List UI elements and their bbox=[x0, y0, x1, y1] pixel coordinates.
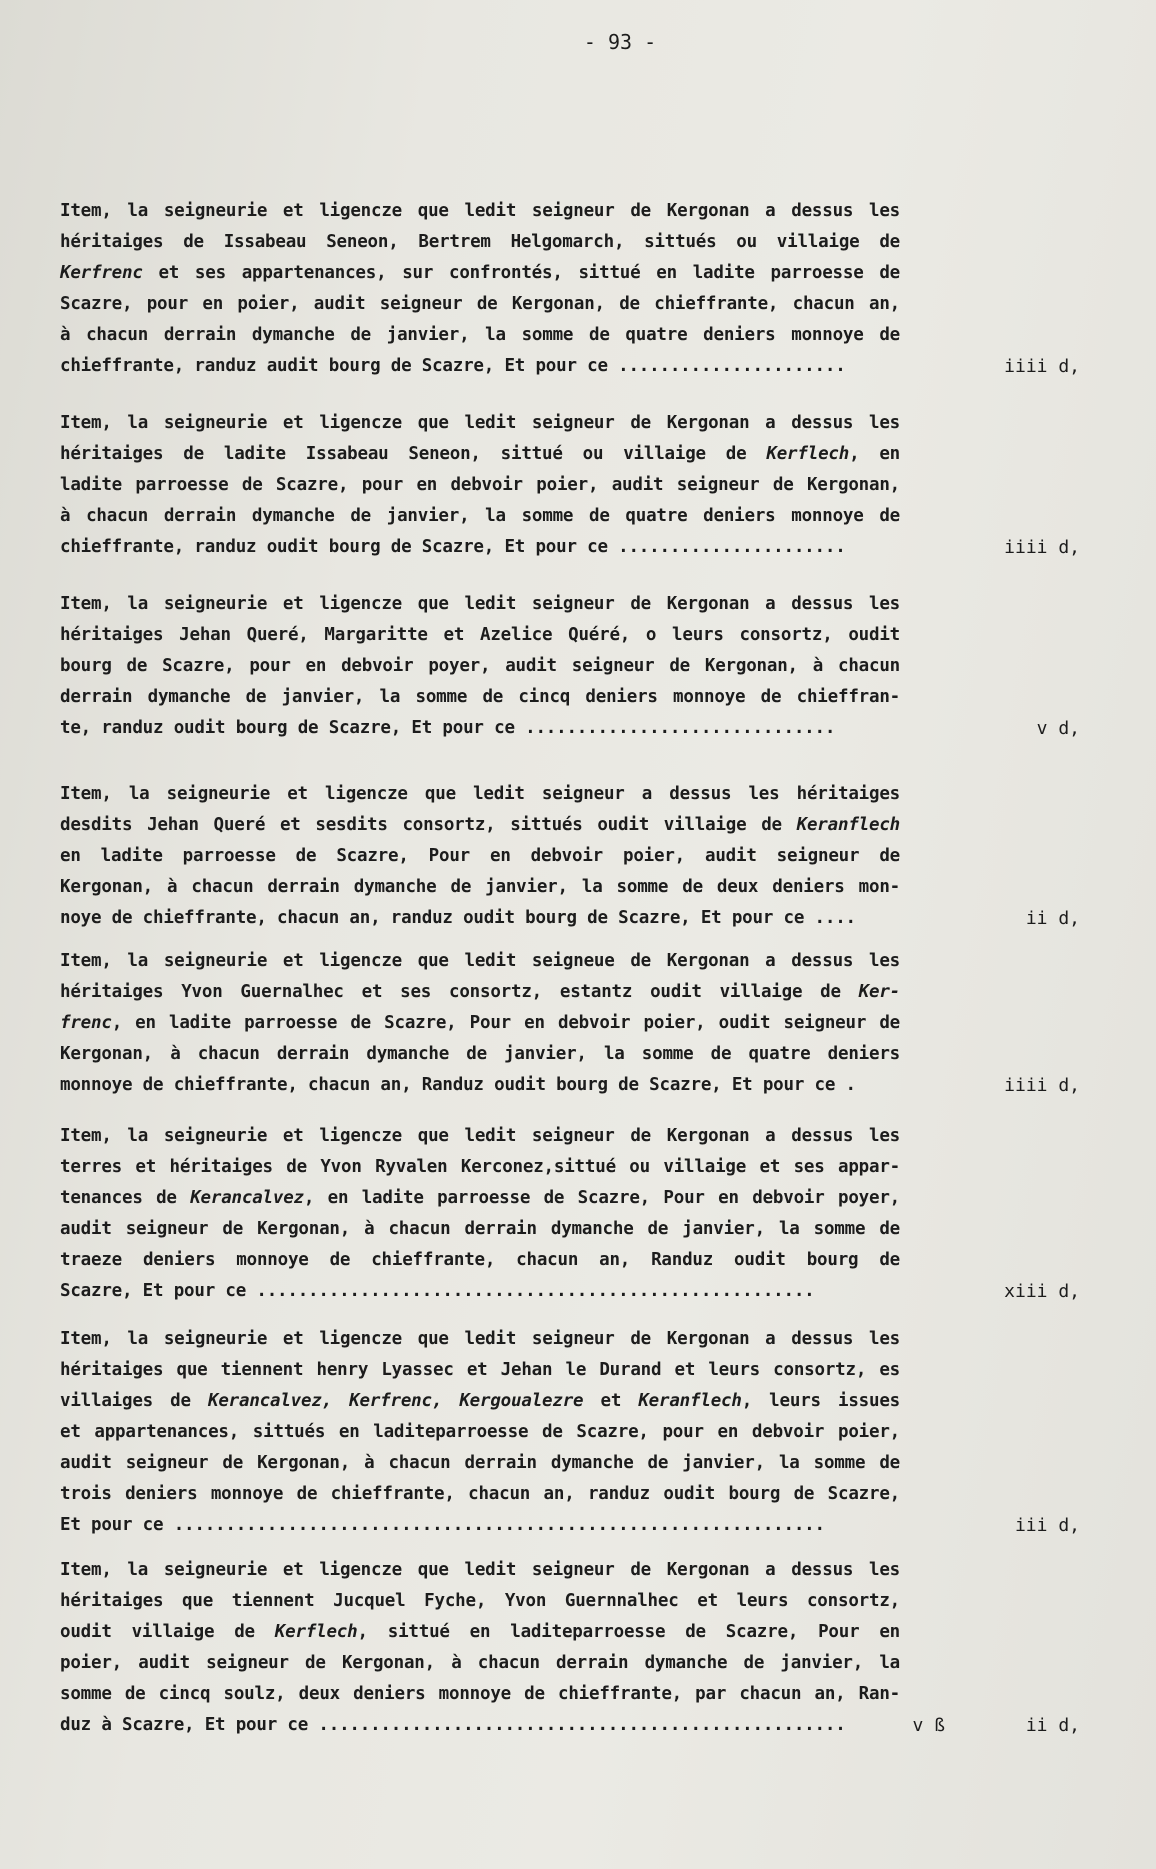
place-name: Kergoualezre bbox=[459, 1391, 584, 1411]
text-line bbox=[60, 227, 900, 258]
text-line bbox=[60, 620, 900, 651]
text-line bbox=[60, 501, 900, 532]
text-segment: monnoye de chieffrante, chacun an, Randuz oudit bourg de Scazre, Et pour ce . bbox=[60, 1075, 856, 1095]
amount-deniers: iiii d, bbox=[1004, 537, 1080, 558]
text-segment: poier, audit seigneur de Kergonan, à chacun derrain dymanche de janvier, la bbox=[60, 1653, 900, 1673]
amount-deniers: ii d, bbox=[1025, 1715, 1080, 1736]
text-line bbox=[60, 1152, 900, 1183]
text-segment: Item, la seigneurie et ligencze que ledit seigneur de Kergonan a dessus les bbox=[60, 201, 900, 221]
text-segment: Scazre, pour en poier, audit seigneur de Kergonan, de chieffrante, chacun an, bbox=[60, 294, 900, 314]
text-line bbox=[60, 779, 900, 810]
entry-paragraph bbox=[60, 1121, 1120, 1307]
text-segment: , en bbox=[849, 444, 901, 464]
text-segment: héritaiges que tiennent Jucquel Fyche, Yvon Guernnalhec et leurs consortz, bbox=[60, 1591, 900, 1611]
text-line bbox=[60, 1070, 900, 1101]
text-line bbox=[60, 1555, 900, 1586]
text-segment: chieffrante, randuz audit bourg de Scazre, Et pour ce ...................... bbox=[60, 356, 846, 376]
text-segment: villaiges de bbox=[60, 1391, 208, 1411]
text-segment: , sittué en laditeparroesse de Scazre, Pour en bbox=[357, 1622, 901, 1642]
place-name: Ker- bbox=[858, 982, 900, 1002]
place-name: Kerflech bbox=[274, 1622, 358, 1642]
text-line bbox=[60, 841, 900, 872]
amount-deniers: iiii d, bbox=[1004, 1075, 1080, 1096]
text-segment: audit seigneur de Kergonan, à chacun derrain dymanche de janvier, la somme de bbox=[60, 1453, 900, 1473]
text-segment: Item, la seigneurie et ligencze que ledit seigneur de Kergonan a dessus les bbox=[60, 1560, 900, 1580]
text-line bbox=[60, 1121, 900, 1152]
text-line bbox=[60, 810, 900, 841]
text-line bbox=[60, 532, 900, 563]
text-segment: Et pour ce ............................................................... bbox=[60, 1515, 825, 1535]
place-name: Kerancalvez bbox=[190, 1188, 304, 1208]
text-segment: Item, la seigneurie et ligencze que ledit seigneur a dessus les héritaiges bbox=[60, 784, 900, 804]
place-name: Keranflech bbox=[796, 815, 900, 835]
text-line bbox=[60, 1479, 900, 1510]
text-segment: Item, la seigneurie et ligencze que ledit seigneur de Kergonan a dessus les bbox=[60, 594, 900, 614]
text-segment: Kergonan, à chacun derrain dymanche de janvier, la somme de quatre deniers bbox=[60, 1044, 900, 1064]
text-segment: bourg de Scazre, pour en debvoir poyer, audit seigneur de Kergonan, à chacun bbox=[60, 656, 900, 676]
text-line bbox=[60, 1039, 900, 1070]
text-segment: Item, la seigneurie et ligencze que ledit seigneur de Kergonan a dessus les bbox=[60, 1329, 900, 1349]
text-line bbox=[60, 289, 900, 320]
text-line bbox=[60, 1417, 900, 1448]
entry-paragraph bbox=[60, 779, 1120, 934]
text-segment: , en ladite parroesse de Scazre, Pour en debvoir poyer, bbox=[303, 1188, 901, 1208]
text-segment: somme de cincq soulz, deux deniers monnoye de chieffrante, par chacun an, Ran- bbox=[60, 1684, 900, 1704]
text-line bbox=[60, 470, 900, 501]
text-segment: Kergonan, à chacun derrain dymanche de janvier, la somme de deux deniers mon- bbox=[60, 877, 900, 897]
place-name: Keranflech bbox=[638, 1391, 742, 1411]
amount-deniers: iiii d, bbox=[1004, 356, 1080, 377]
text-segment: desdits Jehan Queré et sesdits consortz, sittués oudit villaige de bbox=[60, 815, 797, 835]
text-segment: , en ladite parroesse de Scazre, Pour en debvoir poier, oudit seigneur de bbox=[111, 1013, 900, 1033]
text-segment: traeze deniers monnoye de chieffrante, chacun an, Randuz oudit bourg de bbox=[60, 1250, 900, 1270]
text-line bbox=[60, 1710, 900, 1741]
text-line bbox=[60, 1617, 900, 1648]
text-segment: et ses appartenances, sur confrontés, sittué en ladite parroesse de bbox=[142, 263, 900, 283]
text-line bbox=[60, 1510, 900, 1541]
text-segment: à chacun derrain dymanche de janvier, la somme de quatre deniers monnoye de bbox=[60, 325, 900, 345]
entry-paragraph bbox=[60, 408, 1120, 563]
text-segment: tenances de bbox=[60, 1188, 191, 1208]
text-line bbox=[60, 1355, 900, 1386]
text-segment: , leurs issues bbox=[741, 1391, 901, 1411]
text-line bbox=[60, 1183, 900, 1214]
entry-paragraph bbox=[60, 1324, 1120, 1541]
amount-deniers: iii d, bbox=[1014, 1515, 1080, 1536]
text-segment: noye de chieffrante, chacun an, randuz oudit bourg de Scazre, Et pour ce .... bbox=[60, 908, 856, 928]
text-segment: et bbox=[583, 1391, 639, 1411]
text-segment: Item, la seigneurie et ligencze que ledit seigneur de Kergonan a dessus les bbox=[60, 413, 900, 433]
text-segment: héritaiges de Issabeau Seneon, Bertrem Helgomarch, sittués ou villaige de bbox=[60, 232, 900, 252]
place-name: Kerfrenc bbox=[60, 263, 143, 283]
text-line bbox=[60, 1648, 900, 1679]
text-line bbox=[60, 1245, 900, 1276]
text-line bbox=[60, 946, 900, 977]
text-line bbox=[60, 682, 900, 713]
text-line bbox=[60, 1324, 900, 1355]
place-name: Kerflech bbox=[766, 444, 850, 464]
text-segment: héritaiges Jehan Queré, Margaritte et Azelice Quéré, o leurs consortz, oudit bbox=[60, 625, 900, 645]
text-segment: te, randuz oudit bourg de Scazre, Et pour ce .............................. bbox=[60, 718, 836, 738]
text-line bbox=[60, 258, 900, 289]
text-line bbox=[60, 320, 900, 351]
text-line bbox=[60, 589, 900, 620]
text-line bbox=[60, 351, 900, 382]
text-segment: en ladite parroesse de Scazre, Pour en debvoir poier, audit seigneur de bbox=[60, 846, 900, 866]
text-line bbox=[60, 1276, 900, 1307]
text-segment: héritaiges de ladite Issabeau Seneon, sittué ou villaige de bbox=[60, 444, 767, 464]
text-segment: audit seigneur de Kergonan, à chacun derrain dymanche de janvier, la somme de bbox=[60, 1219, 900, 1239]
text-segment: héritaiges Yvon Guernalhec et ses consortz, estantz oudit villaige de bbox=[60, 982, 859, 1002]
text-segment: à chacun derrain dymanche de janvier, la somme de quatre deniers monnoye de bbox=[60, 506, 900, 526]
text-segment: duz à Scazre, Et pour ce ................................................... bbox=[60, 1715, 846, 1735]
text-segment: trois deniers monnoye de chieffrante, chacun an, randuz oudit bourg de Scazre, bbox=[60, 1484, 900, 1504]
text-line bbox=[60, 977, 900, 1008]
text-segment bbox=[442, 1391, 459, 1411]
entry-paragraph bbox=[60, 589, 1120, 744]
text-segment: derrain dymanche de janvier, la somme de cincq deniers monnoye de chieffran- bbox=[60, 687, 900, 707]
entry-paragraph bbox=[60, 1555, 1120, 1741]
amount-deniers: xiii d, bbox=[1004, 1281, 1080, 1302]
amount-soulz: v ß bbox=[912, 1715, 945, 1736]
text-line bbox=[60, 903, 900, 934]
text-segment: Scazre, Et pour ce ...................................................... bbox=[60, 1281, 815, 1301]
text-segment: ladite parroesse de Scazre, pour en debvoir poier, audit seigneur de Kergonan, bbox=[60, 475, 900, 495]
text-line bbox=[60, 1448, 900, 1479]
place-name: frenc bbox=[60, 1013, 112, 1033]
entry-paragraph bbox=[60, 946, 1120, 1101]
text-line bbox=[60, 439, 900, 470]
text-line bbox=[60, 1008, 900, 1039]
text-segment: et appartenances, sittués en laditeparroesse de Scazre, pour en debvoir poier, bbox=[60, 1422, 900, 1442]
amount-deniers: ii d, bbox=[1025, 908, 1080, 929]
text-line bbox=[60, 1214, 900, 1245]
text-segment: terres et héritaiges de Yvon Ryvalen Kerconez,sittué ou villaige et ses appar- bbox=[60, 1157, 900, 1177]
text-line bbox=[60, 651, 900, 682]
text-segment: oudit villaige de bbox=[60, 1622, 275, 1642]
text-segment: chieffrante, randuz oudit bourg de Scazre, Et pour ce ...................... bbox=[60, 537, 846, 557]
page-number: - 93 - bbox=[583, 30, 657, 54]
text-line bbox=[60, 1679, 900, 1710]
text-line bbox=[60, 196, 900, 227]
text-line bbox=[60, 1586, 900, 1617]
text-segment: héritaiges que tiennent henry Lyassec et Jehan le Durand et leurs consortz, es bbox=[60, 1360, 900, 1380]
amount-deniers: v d, bbox=[1036, 718, 1080, 739]
text-line bbox=[60, 872, 900, 903]
text-segment: Item, la seigneurie et ligencze que ledit seigneue de Kergonan a dessus les bbox=[60, 951, 900, 971]
place-name: Kerancalvez, Kerfrenc, bbox=[207, 1391, 443, 1411]
entry-paragraph bbox=[60, 196, 1120, 382]
text-line bbox=[60, 713, 900, 744]
text-segment: Item, la seigneurie et ligencze que ledit seigneur de Kergonan a dessus les bbox=[60, 1126, 900, 1146]
text-line bbox=[60, 408, 900, 439]
text-line bbox=[60, 1386, 900, 1417]
